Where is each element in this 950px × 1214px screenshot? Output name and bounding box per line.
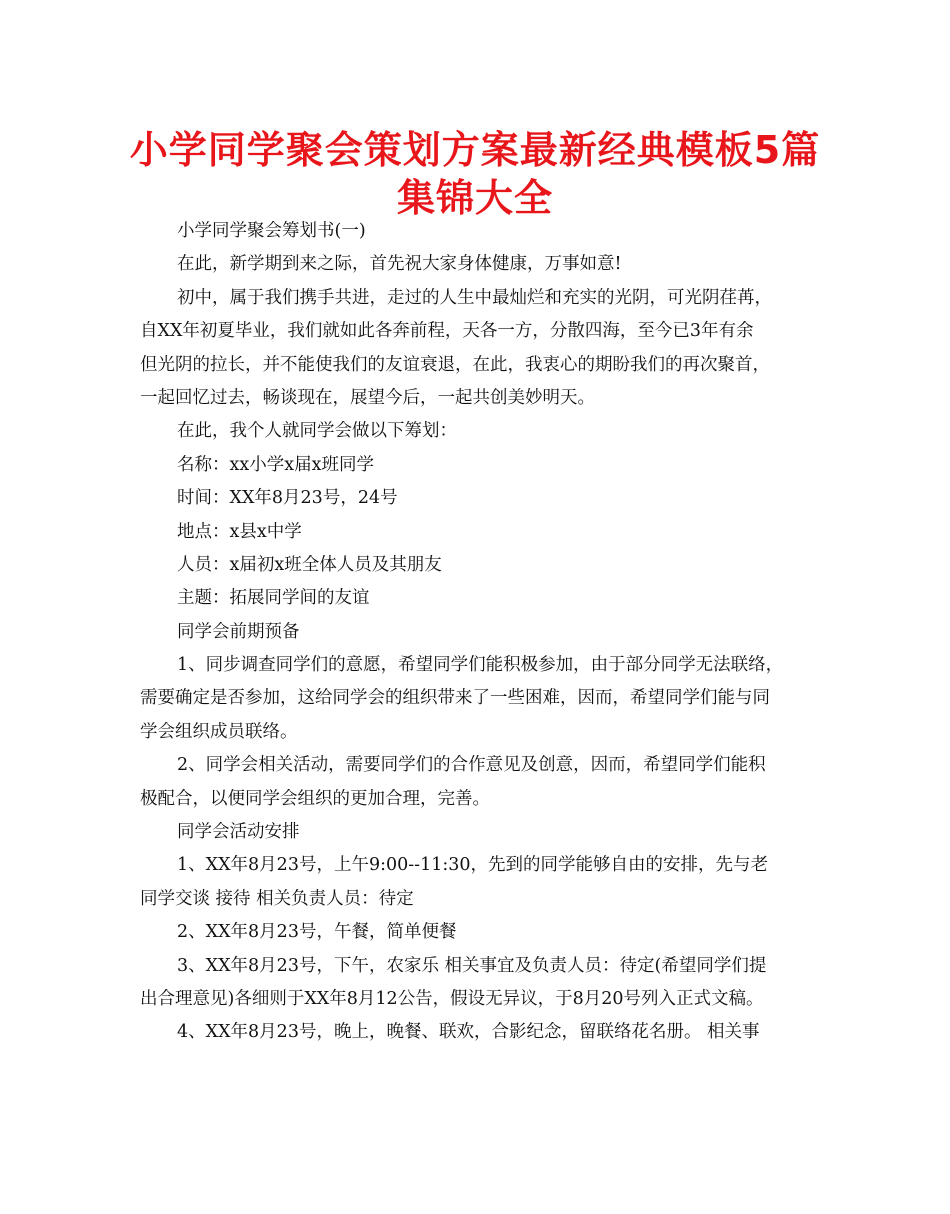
paragraph-line: 1、XX年8月23号，上午9:00--11:30，先到的同学能够自由的安排，先与老 (177, 855, 769, 876)
paragraph-line: 极配合，以便同学会组织的更加合理，完善。 (140, 788, 490, 809)
paragraph-line: 小学同学聚会筹划书(一) (177, 221, 366, 241)
paragraph-line: 同学会前期预备 (177, 621, 300, 642)
paragraph-line: 时间：XX年8月23号，24号 (177, 488, 398, 509)
paragraph-line: 出合理意见)各细则于XX年8月12公告，假设无异议，于8月20号列入正式文稿。 (140, 988, 764, 1009)
paragraph-line: 在此，新学期到来之际，首先祝大家身体健康，万事如意! (177, 254, 622, 275)
title-line-1: 小学同学聚会策划方案最新经典模板5篇 (129, 128, 821, 172)
paragraph-line: 2、XX年8月23号，午餐，简单便餐 (177, 922, 457, 943)
paragraph-line: 4、XX年8月23号，晚上，晚餐、联欢，合影纪念，留联络花名册。 相关事 (177, 1022, 760, 1043)
paragraph-line: 同学交谈 接待 相关负责人员：待定 (140, 888, 414, 909)
paragraph-line: 主题：拓展同学间的友谊 (177, 588, 370, 609)
paragraph-line: 人员：x届初x班全体人员及其朋友 (177, 554, 442, 575)
paragraph-line: 2、同学会相关活动，需要同学们的合作意见及创意，因而，希望同学们能积 (177, 755, 766, 776)
paragraph-line: 在此，我个人就同学会做以下筹划： (177, 421, 457, 442)
paragraph-line: 一起回忆过去，畅谈现在，展望今后，一起共创美妙明天。 (140, 387, 595, 408)
paragraph-line: 但光阴的拉长，并不能使我们的友谊衰退，在此，我衷心的期盼我们的再次聚首， (140, 354, 770, 375)
paragraph-line: 名称：xx小学x届x班同学 (177, 454, 374, 475)
paragraph-line: 初中，属于我们携手共进，走过的人生中最灿烂和充实的光阴，可光阴荏苒， (177, 287, 772, 308)
paragraph-line: 自XX年初夏毕业，我们就如此各奔前程，天各一方，分散四海，至今已3年有余 (140, 321, 754, 342)
title-line-2: 集锦大全 (396, 176, 553, 220)
document-title (120, 126, 830, 222)
paragraph-line: 同学会活动安排 (177, 822, 300, 843)
paragraph-line: 3、XX年8月23号，下午，农家乐 相关事宜及负责人员：待定(希望同学们提 (177, 955, 767, 976)
paragraph-line: 地点：x县x中学 (177, 521, 302, 542)
paragraph-line: 学会组织成员联络。 (140, 721, 298, 742)
document-body (140, 215, 830, 1050)
paragraph-line: 需要确定是否参加，这给同学会的组织带来了一些困难，因而，希望同学们能与同 (140, 688, 770, 709)
paragraph-line: 1、同步调查同学们的意愿，希望同学们能积极参加，由于部分同学无法联络， (177, 655, 784, 676)
